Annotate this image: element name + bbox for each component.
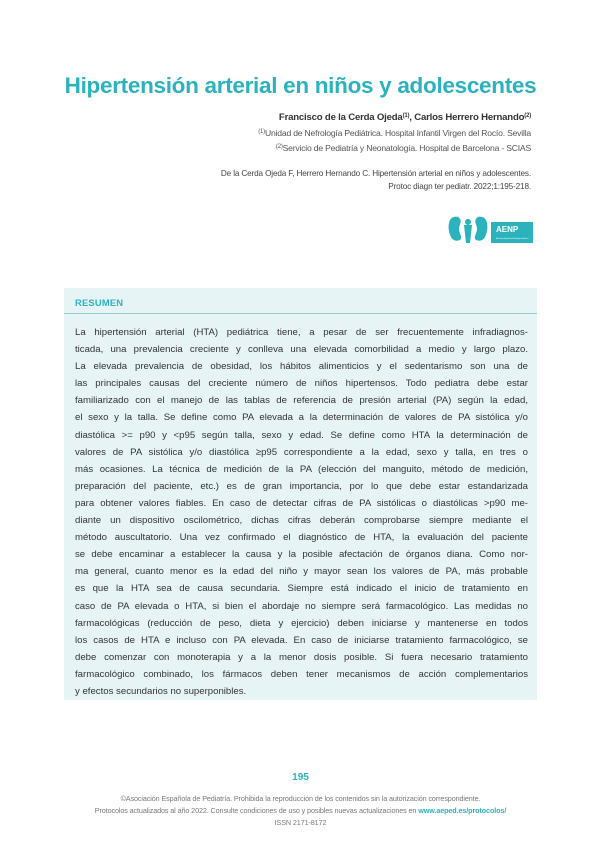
citation-line-1: De la Cerda Ojeda F, Herrero Hernando C. Hipertensión arterial en niños y adolescentes. xyxy=(220,169,531,178)
abstract-heading: RESUMEN xyxy=(75,297,124,308)
abstract-line: ticada, una prevalencia creciente y conlleva una elevada comorbilidad a medio y largo plazo. xyxy=(75,344,528,356)
logo-label: AENP xyxy=(496,225,519,234)
aenp-logo xyxy=(447,213,533,245)
abstract-line: valores de PA sistólica y/o diastólica ≥p95 correspondiente a la edad, sexo y talla, en tres o xyxy=(75,446,528,458)
footer-copyright: ©Asociación Española de Pediatría. Prohibida la reproducción de los contenidos sin la autorización correspondiente. xyxy=(120,794,481,803)
abstract-line: debe comenzar con monoterapia y a la menor dosis posible. Si fuera necesario tratamiento xyxy=(75,651,528,663)
author-2: Carlos Herrero Hernando xyxy=(414,112,525,123)
affiliation-2-superscript: (2) xyxy=(275,144,283,150)
affiliation-2-text: Servicio de Pediatría y Neonatología. Hospital de Barcelona - SCIAS xyxy=(282,143,531,153)
abstract-line: más ocasiones. La técnica de medición de la PA (elección del manguito, método de medición, xyxy=(75,463,528,475)
abstract-line: farmacológicas (reducción de peso, dieta y ejercicio) deben iniciarse y mantenerse en todos xyxy=(75,617,528,629)
abstract-line: La elevada prevalencia de obesidad, los hábitos alimenticios y el sedentarismo son una de xyxy=(75,361,528,373)
abstract-line: farmacológico combinado, los fármacos deben tener mecanismos de acción complementarios xyxy=(75,668,528,680)
abstract-line: se debe encaminar a establecer la causa y la posible afectación de órganos diana. Como nor- xyxy=(75,549,528,561)
author-separator: , xyxy=(409,112,415,123)
figure-icon xyxy=(464,219,472,243)
abstract-line: es que la HTA sea de causa secundaria. Siempre está indicado el inicio de tratamiento en xyxy=(75,583,528,595)
page-number: 195 xyxy=(292,772,309,783)
kidney-left-icon xyxy=(449,217,462,241)
affiliation-1 xyxy=(258,128,531,138)
author-2-superscript: (2) xyxy=(524,113,531,119)
kidney-right-icon xyxy=(475,217,488,241)
abstract-line: el sexo y la talla. Se define como PA elevada a la determinación de valores de PA sistólica y/o xyxy=(75,412,528,424)
footer-update-text: Protocolos actualizados al año 2022. Consulte condiciones de uso y posibles nuevas actualizaciones en xyxy=(94,806,419,815)
author-line xyxy=(279,112,531,123)
author-1: Francisco de la Cerda Ojeda xyxy=(278,112,403,123)
abstract-line: y efectos secundarios no superponibles. xyxy=(75,685,247,697)
abstract-divider xyxy=(64,313,537,314)
author-1-superscript: (1) xyxy=(402,113,410,119)
abstract-line: ma general, cuanto menor es la edad del niño y mayor sean los valores de PA, más probable xyxy=(75,566,528,578)
abstract-line: método auscultatorio. Una vez confirmado el diagnóstico de HTA, la evaluación del paciente xyxy=(75,532,528,544)
affiliation-2 xyxy=(276,143,531,153)
footer-update-note xyxy=(0,806,601,815)
abstract-box xyxy=(64,288,537,700)
abstract-line: los casos de HTA e incluso con PA elevada. En caso de iniciarse tratamiento farmacológico, se xyxy=(75,634,528,646)
logo-subtext: Asociación Española de Nefrología Pediátrica xyxy=(496,239,529,240)
abstract-line: familiarizado con el manejo de las tablas de referencia de presión arterial (PA) según la edad, xyxy=(75,395,528,407)
protocols-link[interactable]: www.aeped.es/protocolos/ xyxy=(418,806,507,815)
footer-issn: ISSN 2171-8172 xyxy=(274,818,327,827)
abstract-text xyxy=(75,324,528,700)
affiliation-1-text: Unidad de Nefrología Pediátrica. Hospital Infantil Virgen del Rocío. Sevilla xyxy=(264,128,531,138)
abstract-line: las principales causas del creciente número de niños hipertensos. Todo pediatra debe estar xyxy=(75,378,528,390)
abstract-line: diastólica >= p90 y <p95 según talla, sexo y edad. Se define como HTA la determinación de xyxy=(75,429,528,441)
abstract-line: caso de PA elevada o HTA, si bien el abordaje no siempre será farmacológico. Las medidas no xyxy=(75,600,528,612)
article-title: Hipertensión arterial en niños y adolescentes xyxy=(64,73,537,98)
abstract-line: La hipertensión arterial (HTA) pediátrica tiene, a pesar de ser frecuentemente infradiagnos- xyxy=(75,327,528,338)
affiliation-1-superscript: (1) xyxy=(258,129,265,135)
abstract-line: preparación del paciente, etc.) es de gran importancia, por lo que debe estar estandarizada xyxy=(75,480,528,492)
abstract-line: diante un dispositivo oscilométrico, dichas cifras deberán comprobarse siempre mediante el xyxy=(75,515,528,527)
citation-line-2: Protoc diagn ter pediatr. 2022;1:195-218. xyxy=(388,182,531,191)
abstract-line: para obtener valores fiables. En caso de detectar cifras de PA sistólicas o diastólicas >p90 me- xyxy=(75,497,528,509)
